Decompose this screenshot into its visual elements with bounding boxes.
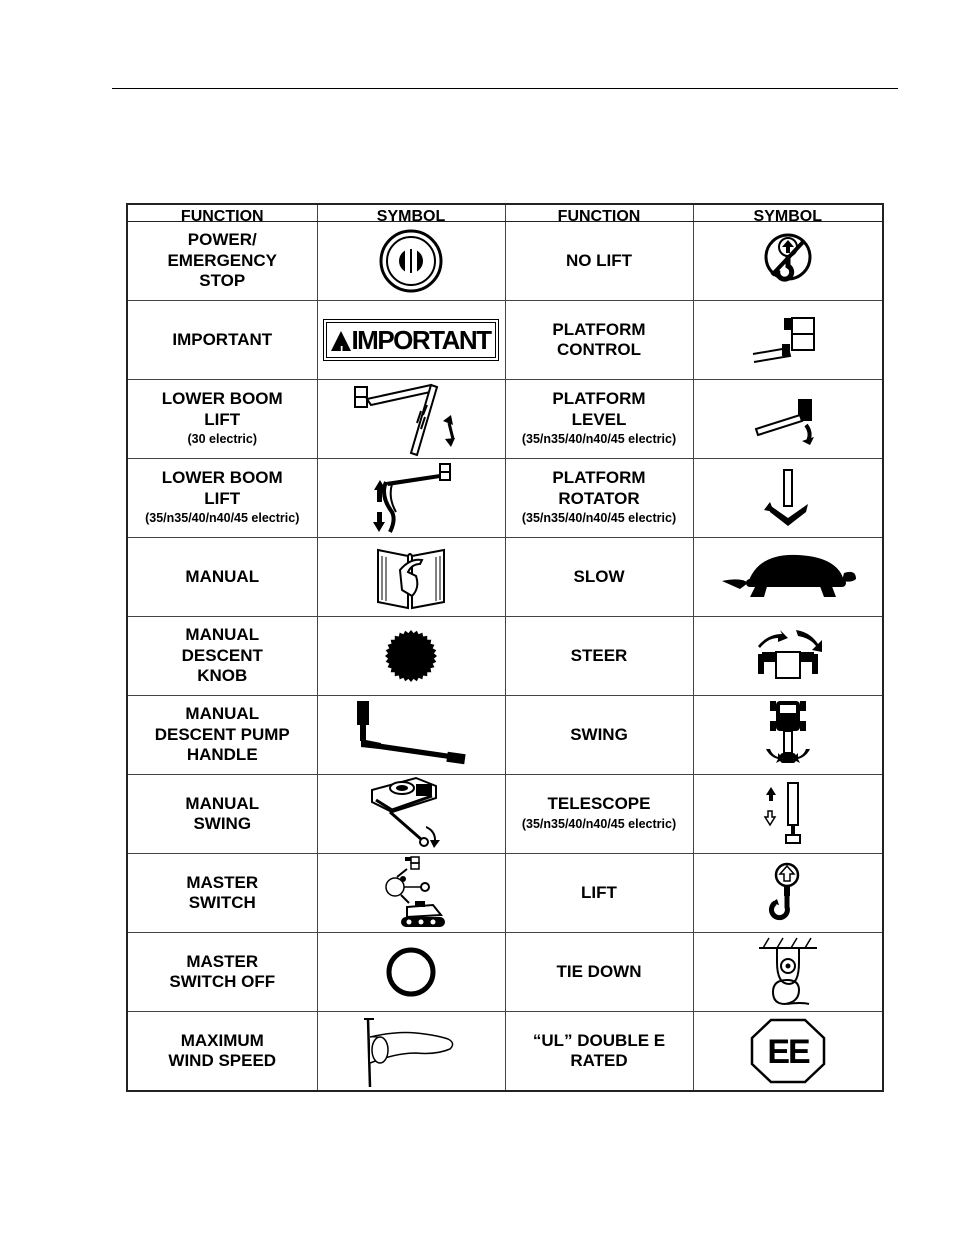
symbol-cell-right bbox=[693, 1012, 883, 1092]
function-cell-right bbox=[505, 222, 693, 301]
turtle-icon bbox=[694, 547, 883, 607]
swing-icon bbox=[694, 697, 883, 773]
function-label-line: IMPORTANT bbox=[172, 329, 273, 349]
function-label-line: ROTATOR bbox=[558, 488, 640, 508]
header-symbol-right: SYMBOL bbox=[693, 204, 883, 222]
function-cell-right bbox=[505, 617, 693, 696]
table-row bbox=[127, 301, 883, 380]
symbol-cell-right bbox=[693, 854, 883, 933]
function-label-line: CONTROL bbox=[556, 340, 642, 359]
telescope-icon bbox=[694, 779, 883, 849]
function-label-line: LOWER BOOM bbox=[161, 389, 283, 408]
function-cell-left bbox=[127, 538, 317, 617]
function-label-line: MASTER bbox=[186, 951, 259, 971]
master-switch-icon bbox=[318, 855, 505, 931]
model-note: (35/n35/40/n40/45 electric) bbox=[521, 816, 677, 831]
function-cell-left bbox=[127, 222, 317, 301]
function-label-line: NO LIFT bbox=[565, 250, 633, 270]
function-label-line: SWING bbox=[193, 814, 252, 833]
function-cell-right bbox=[505, 1012, 693, 1092]
ul-double-e-icon bbox=[694, 1016, 883, 1086]
function-label-line: DESCENT bbox=[181, 645, 263, 665]
table-row bbox=[127, 380, 883, 459]
function-label-line: DESCENT PUMP bbox=[154, 724, 290, 744]
master-switch-off-icon bbox=[318, 944, 505, 1000]
function-label-line: LIFT bbox=[204, 488, 241, 508]
table-row bbox=[127, 933, 883, 1012]
function-label-line: MAXIMUM bbox=[180, 1030, 264, 1050]
function-label-line: TIE DOWN bbox=[556, 961, 642, 981]
symbol-cell-left bbox=[317, 775, 505, 854]
function-label-line: SWITCH bbox=[188, 893, 256, 912]
manual-swing-icon bbox=[318, 776, 505, 852]
symbols-table bbox=[126, 203, 884, 1092]
descent-knob-icon bbox=[318, 626, 505, 686]
lower-boom-lift-alt-icon bbox=[318, 460, 505, 536]
table-row bbox=[127, 775, 883, 854]
function-label-line: LIFT bbox=[581, 882, 617, 902]
function-label-line: RATED bbox=[570, 1051, 628, 1070]
symbol-cell-right bbox=[693, 459, 883, 538]
symbol-cell-left bbox=[317, 617, 505, 696]
symbol-cell-right bbox=[693, 696, 883, 775]
function-label-line: STOP bbox=[199, 271, 246, 291]
function-cell-left bbox=[127, 933, 317, 1012]
function-label-line: STEER bbox=[570, 645, 628, 665]
model-note: (35/n35/40/n40/45 electric) bbox=[521, 432, 677, 446]
function-label-line: LEVEL bbox=[571, 409, 627, 429]
table-row bbox=[127, 538, 883, 617]
no-lift-icon bbox=[694, 229, 883, 293]
function-label-line: MASTER bbox=[186, 872, 259, 892]
function-label-line: LIFT bbox=[204, 409, 241, 429]
symbol-cell-right bbox=[693, 301, 883, 380]
model-note: (30 electric) bbox=[187, 432, 257, 446]
function-cell-right bbox=[505, 459, 693, 538]
symbol-cell-left bbox=[317, 459, 505, 538]
wind-sock-icon bbox=[318, 1013, 505, 1089]
symbol-cell-left bbox=[317, 1012, 505, 1092]
manual-book-icon bbox=[318, 542, 505, 612]
function-cell-left bbox=[127, 854, 317, 933]
header-symbol-left: SYMBOL bbox=[317, 204, 505, 222]
table-row bbox=[127, 696, 883, 775]
function-label-line: EMERGENCY bbox=[167, 250, 278, 270]
symbol-cell-right bbox=[693, 775, 883, 854]
platform-level-icon bbox=[694, 389, 883, 449]
function-cell-right bbox=[505, 301, 693, 380]
function-label-line: LOWER BOOM bbox=[161, 468, 283, 487]
header-function-left: FUNCTION bbox=[127, 204, 317, 222]
lower-boom-lift-icon bbox=[318, 381, 505, 457]
table-row bbox=[127, 459, 883, 538]
function-cell-left bbox=[127, 1012, 317, 1092]
table-row bbox=[127, 854, 883, 933]
symbol-cell-left bbox=[317, 301, 505, 380]
function-label-line: MANUAL bbox=[185, 704, 260, 724]
function-label-line: MANUAL bbox=[185, 566, 260, 586]
header-function-right: FUNCTION bbox=[505, 204, 693, 222]
function-label-line: MANUAL bbox=[185, 625, 260, 645]
platform-rotator-icon bbox=[694, 466, 883, 530]
lift-hook-icon bbox=[694, 861, 883, 925]
function-label-line: MANUAL bbox=[185, 793, 260, 813]
function-cell-right bbox=[505, 933, 693, 1012]
symbol-cell-left bbox=[317, 696, 505, 775]
function-label-line: TELESCOPE bbox=[547, 794, 651, 814]
function-cell-right bbox=[505, 854, 693, 933]
top-rule bbox=[112, 88, 898, 89]
steer-icon bbox=[694, 626, 883, 686]
function-cell-right bbox=[505, 538, 693, 617]
function-cell-left bbox=[127, 459, 317, 538]
symbol-cell-left bbox=[317, 380, 505, 459]
function-cell-left bbox=[127, 617, 317, 696]
function-cell-left bbox=[127, 696, 317, 775]
symbol-cell-right bbox=[693, 222, 883, 301]
header-row bbox=[127, 204, 883, 222]
function-label-line: PLATFORM bbox=[552, 468, 646, 487]
important-sign-icon: ! IMPORTANT bbox=[318, 319, 505, 361]
symbol-cell-right bbox=[693, 617, 883, 696]
tie-down-icon bbox=[694, 934, 883, 1010]
symbol-cell-right bbox=[693, 933, 883, 1012]
table-row bbox=[127, 1012, 883, 1092]
function-label-line: WIND SPEED bbox=[168, 1051, 277, 1070]
table-row bbox=[127, 617, 883, 696]
function-label-line: HANDLE bbox=[186, 745, 258, 765]
table-row bbox=[127, 222, 883, 301]
function-label-line: PLATFORM bbox=[552, 319, 646, 339]
function-cell-right bbox=[505, 775, 693, 854]
symbol-cell-left bbox=[317, 538, 505, 617]
function-cell-left bbox=[127, 775, 317, 854]
function-cell-left bbox=[127, 301, 317, 380]
function-cell-right bbox=[505, 696, 693, 775]
model-note: (35/n35/40/n40/45 electric) bbox=[521, 511, 677, 525]
function-cell-right bbox=[505, 380, 693, 459]
function-cell-left bbox=[127, 380, 317, 459]
platform-control-icon bbox=[694, 310, 883, 370]
function-label-line: SWITCH OFF bbox=[169, 972, 276, 991]
power-emergency-stop-icon bbox=[318, 226, 505, 296]
symbol-cell-left bbox=[317, 854, 505, 933]
pump-handle-icon bbox=[318, 697, 505, 773]
function-label-line: PLATFORM bbox=[552, 389, 646, 408]
function-label-line: SWING bbox=[570, 724, 628, 744]
symbol-cell-right bbox=[693, 538, 883, 617]
svg-text:EE: EE bbox=[767, 1033, 809, 1071]
function-label-line: KNOB bbox=[197, 666, 248, 686]
function-label-line: SLOW bbox=[573, 566, 625, 586]
function-label-line: POWER/ bbox=[187, 230, 257, 250]
symbol-cell-left bbox=[317, 933, 505, 1012]
model-note: (35/n35/40/n40/45 electric) bbox=[145, 511, 300, 525]
symbol-cell-right bbox=[693, 380, 883, 459]
symbol-cell-left bbox=[317, 222, 505, 301]
function-label-line: “UL” DOUBLE E bbox=[532, 1030, 666, 1050]
